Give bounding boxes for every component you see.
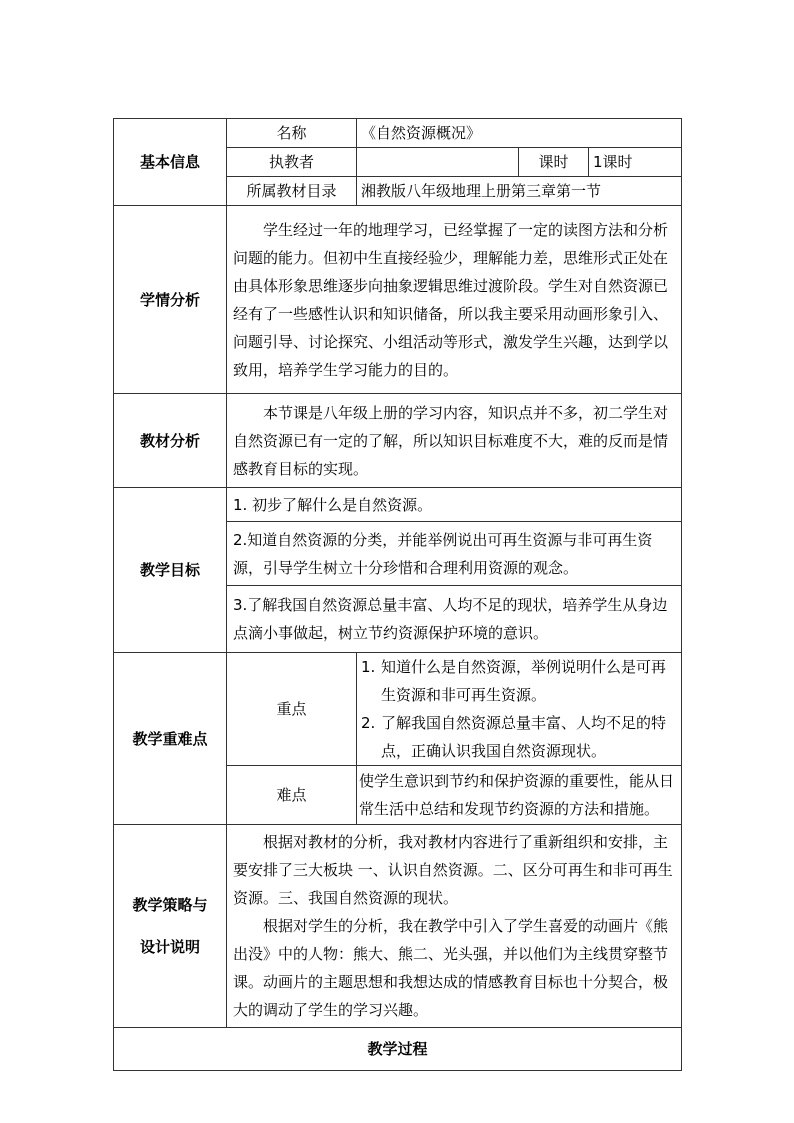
lesson-plan-table xyxy=(113,118,682,1071)
key-points-cell xyxy=(357,653,682,766)
strategy-para-1: 根据对教材的分析，我对教材内容进行了重新组织和安排，主要安排了三大板块 一、认识自然资源。二、区分可再生和非可再生资源。三、我国自然资源的现状。 xyxy=(233,833,673,907)
key-point-num-1: 1. xyxy=(361,658,376,676)
material-analysis-header: 教材分析 xyxy=(114,394,227,488)
material-analysis-text: 本节课是八年级上册的学习内容，知识点并不多，初二学生对自然资源已有一定的了解，所以知识目标难度不大，难的反而是情感教育目标的实现。 xyxy=(233,403,669,478)
goal-text-2: 2.知道自然资源的分类，并能举例说出可再生资源与非可再生资源，引导学生树立十分珍惜和合理利用资源的观念。 xyxy=(233,530,653,577)
key-point-text-1: 知道什么是自然资源，举例说明什么是可再生资源和非可再生资源。 xyxy=(381,658,667,704)
material-analysis-cell xyxy=(227,394,682,488)
key-points-header: 教学重难点 xyxy=(114,653,227,825)
student-analysis-header: 学情分析 xyxy=(114,206,227,394)
teaching-goals-header: 教学目标 xyxy=(114,488,227,653)
key-point-item-2 xyxy=(357,709,679,765)
textbook-value: 湘教版八年级地理上册第三章第一节 xyxy=(357,177,682,206)
goal-item-1 xyxy=(227,488,682,522)
strategy-cell xyxy=(227,825,682,1028)
teacher-label: 执教者 xyxy=(227,148,357,177)
goal-text-1: 1. 初步了解什么是自然资源。 xyxy=(233,495,433,514)
goal-item-3 xyxy=(227,586,682,653)
student-analysis-cell xyxy=(227,206,682,394)
teacher-value xyxy=(357,148,519,177)
textbook-label: 所属教材目录 xyxy=(227,177,357,206)
key-point-text-2: 了解我国自然资源总量丰富、人均不足的特点，正确认识我国自然资源现状。 xyxy=(381,714,667,760)
strategy-header-line1: 教学策略与 xyxy=(132,896,208,914)
difficult-text: 使学生意识到节约和保护资源的重要性，能从日常生活中总结和发现节约资源的方法和措施。 xyxy=(359,772,675,818)
strategy-para-2: 根据对学生的分析，我在教学中引入了学生喜爱的动画片《熊出没》中的人物：熊大、熊二、光头强，并以他们为主线贯穿整节课。动画片的主题思想和我想达成的情感教育目标也十分契合，极大的调动了学生的学习兴趣。 xyxy=(233,917,669,1019)
key-points-list xyxy=(357,653,681,765)
name-value: 《自然资源概况》 xyxy=(357,119,682,148)
name-label: 名称 xyxy=(227,119,357,148)
period-value: 1课时 xyxy=(589,148,682,177)
basic-info-header: 基本信息 xyxy=(114,119,227,206)
difficult-cell xyxy=(357,766,682,825)
key-point-num-2: 2. xyxy=(361,714,376,732)
student-analysis-text: 学生经过一年的地理学习，已经掌握了一定的读图方法和分析问题的能力。但初中生直接经验少，理解能力差，思维形式正处在由具体形象思维逐步向抽象逻辑思维过渡阶段。学生对自然资源已经有了一些感性认识和知识储备，所以我主要采用动画形象引入、问题引导、讨论探究、小组活动等形式，激发学生兴趣，达到学以致用，培养学生学习能力的目的。 xyxy=(233,220,669,379)
key-point-item-1 xyxy=(357,653,679,709)
strategy-header xyxy=(114,825,227,1028)
teaching-process-header: 教学过程 xyxy=(114,1028,682,1071)
strategy-header-line2: 设计说明 xyxy=(139,938,200,956)
difficult-label: 难点 xyxy=(227,766,357,825)
goal-text-3: 3.了解我国自然资源总量丰富、人均不足的现状，培养学生从身边点滴小事做起，树立节约资源保护环境的意识。 xyxy=(233,596,668,642)
goal-item-2 xyxy=(227,522,682,586)
key-label: 重点 xyxy=(227,653,357,766)
period-label: 课时 xyxy=(519,148,589,177)
